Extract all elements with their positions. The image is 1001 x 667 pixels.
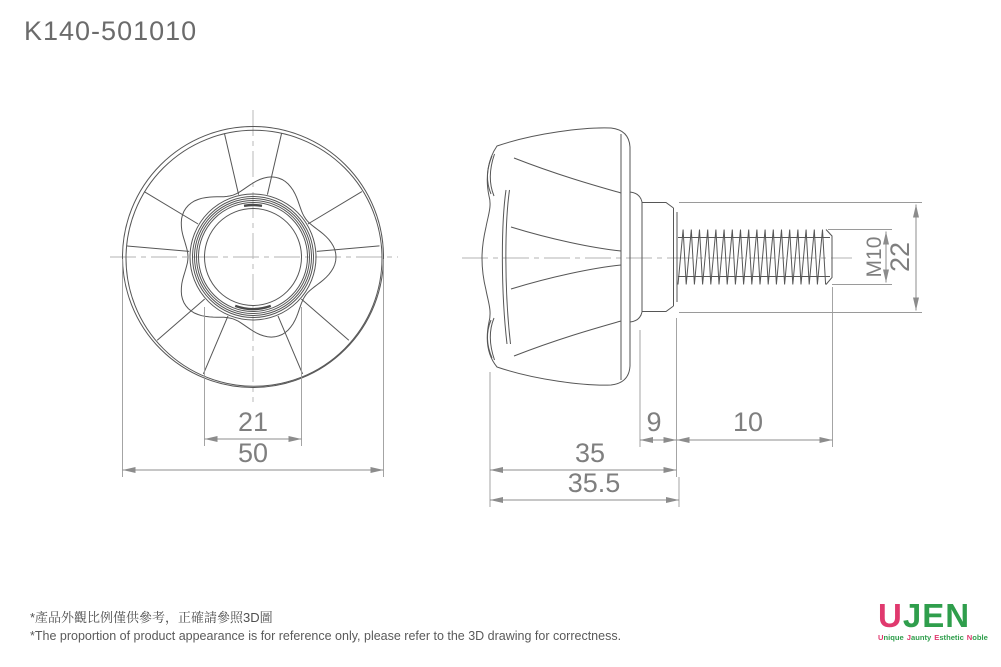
tagline-word-esthetic: Esthetic — [934, 633, 964, 642]
grip-contour-bottom — [514, 321, 621, 356]
dim-text-total-length: 35.5 — [567, 468, 621, 498]
grip-contour-mid-lower — [511, 265, 621, 289]
tagline-word-jaunty: Jaunty — [906, 633, 932, 642]
logo-letter-u: U — [878, 597, 903, 634]
hub-highlight-arc-top — [244, 205, 262, 206]
dimension-total-35-5 — [490, 468, 679, 507]
collar-top — [630, 192, 642, 202]
logo-tagline — [878, 633, 996, 642]
knob-outer-circle-inner-edge — [126, 130, 382, 386]
dim-text-thread-length: 10 — [732, 407, 764, 437]
footnote-chinese: *產品外觀比例僅供參考，正確請參照3D圖 — [30, 610, 273, 625]
ujen-logo — [878, 599, 996, 642]
logo-wordmark — [878, 599, 996, 632]
grip-contour-mid-upper — [511, 227, 621, 251]
dim-text-outer-diameter: 50 — [237, 438, 269, 468]
lobe-edge-line-2 — [506, 190, 511, 344]
part-number-title: K140-501010 — [24, 16, 198, 46]
boss-top-edge — [642, 203, 674, 209]
dimension-thread-spec-m10 — [828, 230, 892, 285]
dim-text-hub-diameter: 21 — [237, 407, 269, 437]
upper-lobe-crescent-2 — [490, 154, 494, 196]
knob-profile-outline — [482, 128, 630, 385]
tagline-word-noble: Noble — [966, 633, 988, 642]
side-view — [482, 128, 832, 385]
tagline-word-unique: Unique — [878, 633, 904, 642]
thread-generated-linework — [678, 230, 830, 285]
logo-letters-jen: JEN — [902, 597, 971, 634]
boss-bottom-edge — [642, 306, 674, 312]
dim-text-body-length: 35 — [574, 438, 606, 468]
centerlines — [110, 110, 852, 402]
footnote-english: *The proportion of product appearance is for reference only, please refer to the 3D drawing for correctness. — [30, 629, 622, 643]
dimension-thread-10 — [677, 287, 833, 477]
dimension-neck-diameter-22 — [679, 203, 922, 313]
dim-text-thread-spec: M10 — [863, 236, 886, 278]
dim-text-neck-diameter: 22 — [885, 241, 915, 273]
footnote — [30, 607, 621, 643]
dim-text-neck-length: 9 — [646, 407, 662, 437]
grip-contour-top — [514, 158, 621, 193]
collar-bottom — [630, 312, 642, 322]
lower-lobe-crescent-2 — [490, 318, 494, 360]
dimensions — [123, 203, 923, 508]
dimension-neck-9 — [640, 330, 677, 447]
